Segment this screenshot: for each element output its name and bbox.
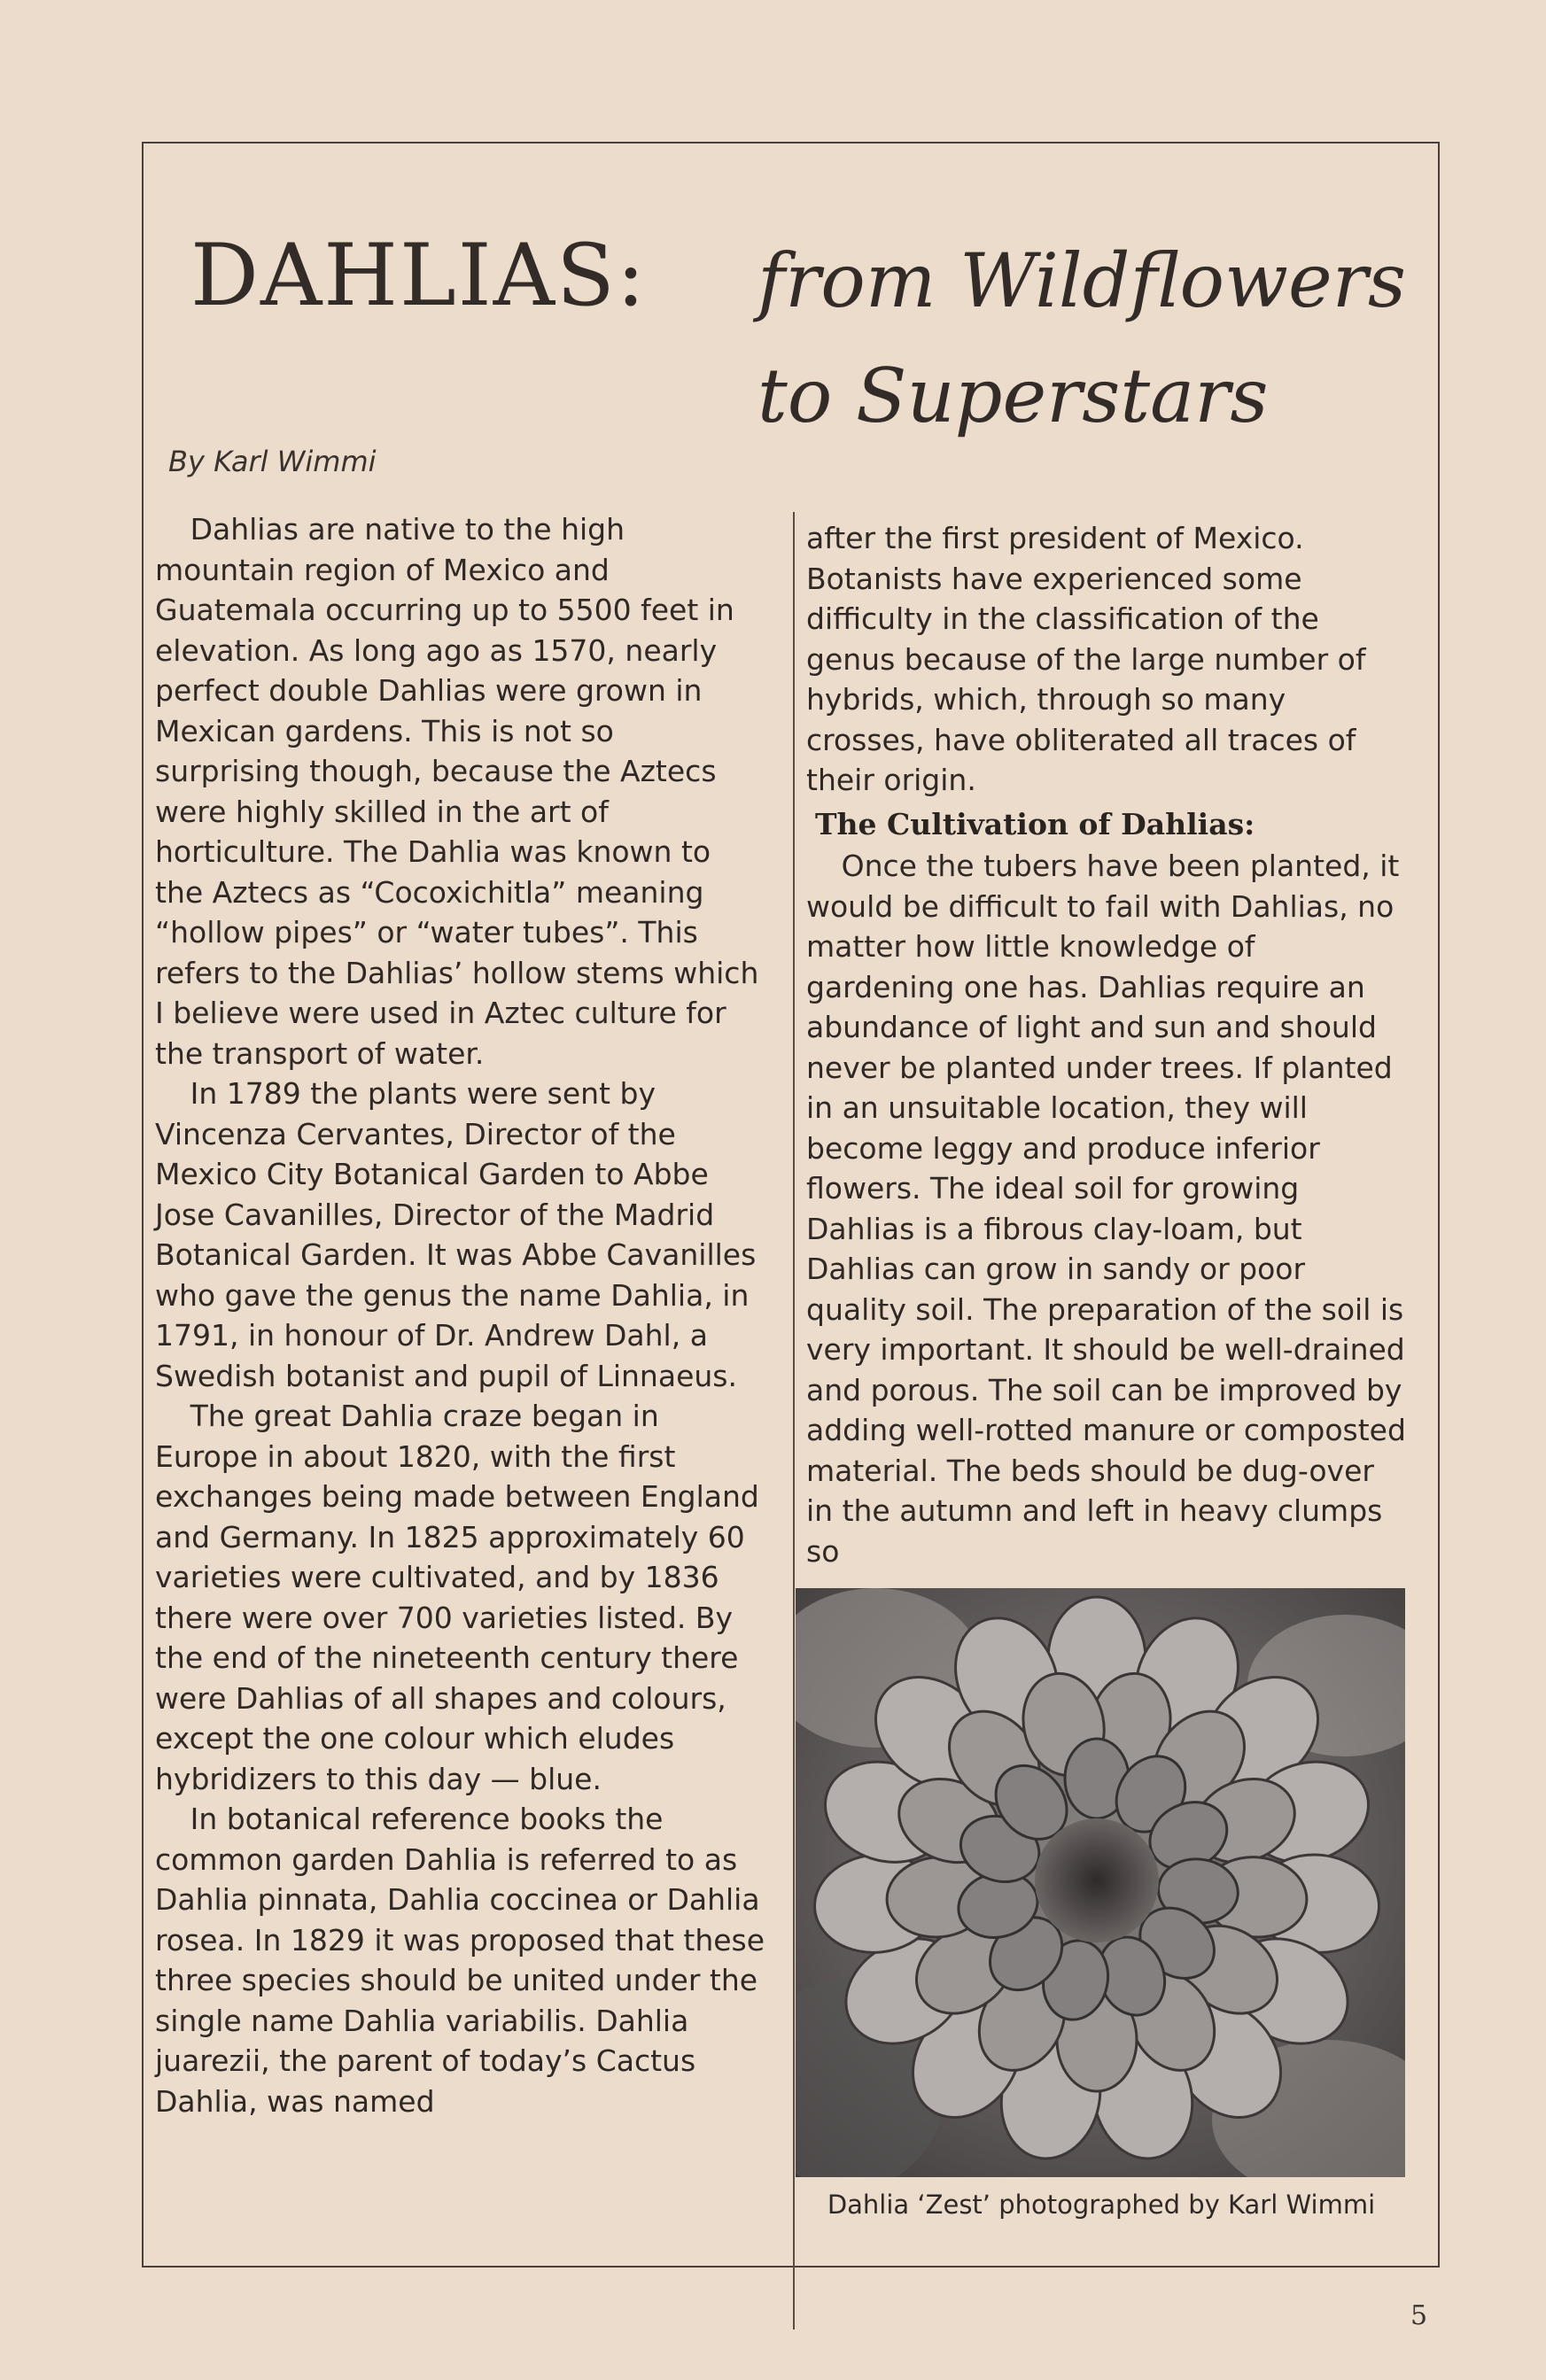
left-column: [155, 509, 766, 2121]
section-heading: The Cultivation of Dahlias:: [815, 806, 1255, 841]
byline: By Karl Wimmi: [168, 445, 377, 478]
paragraph: In 1789 the plants were sent by Vincenza Cervantes, Director of the Mexico City Botanical Garden to Abbe Jose Cavanilles, Director of the Madrid Botanical Garden. It was Abbe Cavanilles who gave the genus the name Dahlia, in 1791, in honour of Dr. Andrew Dahl, a Swedish botanist and pupil of Linnaeus.: [155, 1076, 757, 1393]
page-number: 5: [1410, 2300, 1428, 2331]
dahlia-flower-image: [796, 1588, 1405, 2177]
column-divider: [793, 512, 795, 2330]
title-main: DAHLIAS:: [190, 226, 648, 325]
paragraph: Dahlias are native to the high mountain region of Mexico and Guatemala occurring up to 5500 feet in elevation. As long ago as 1570, nearly perfect double Dahlias were grown in Mexican gardens. This is not so surprising though, because the Aztecs were highly skilled in the art of horticulture. The Dahlia was known to the Aztecs as “Cocoxichitla” meaning “hollow pipes” or “water tubes”. This refers to the Dahlias’ hollow stems which I believe were used in Aztec culture for the transport of water.: [155, 512, 759, 1071]
paragraph: Once the tubers have been planted, it would be difficult to fail with Dahlias, no matter how little knowledge of gardening one has. Dahlias require an abundance of light and sun and should never be planted under trees. If planted in an unsuitable location, they will become leggy and produce inferior flowers. The ideal soil for growing Dahlias is a fibrous clay-loam, but Dahlias can grow in sandy or poor quality soil. The preparation of the soil is very important. It should be well-drained and porous. The soil can be improved by adding well-rotted manure or composted material. The beds should be dug-over in the autumn and left in heavy clumps so: [806, 849, 1406, 1569]
paragraph: In botanical reference books the common garden Dahlia is referred to as Dahlia pinnata, Dahlia coccinea or Dahlia rosea. In 1829 it was proposed that these three species should be united under the single name Dahlia variabilis. Dahlia juarezii, the parent of today’s Cactus Dahlia, was named: [155, 1802, 765, 2119]
title-subtitle-line2: to Superstars: [757, 353, 1269, 439]
right-column: [806, 518, 1409, 1571]
title-subtitle-line1: from Wildflowers: [757, 237, 1407, 324]
paragraph: after the first president of Mexico. Botanists have experienced some difficulty in the classification of the genus because of the large number of hybrids, which, through so many crosses, have obliterated all traces of their origin.: [806, 521, 1366, 797]
paragraph: The great Dahlia craze began in Europe in about 1820, with the first exchanges being made between England and Germany. In 1825 approximately 60 varieties were cultivated, and by 1836 there were over 700 varieties listed. By the end of the nineteenth century there were Dahlias of all shapes and colours, except the one colour which eludes hybridizers to this day — blue.: [155, 1399, 759, 1796]
photo-caption: Dahlia ‘Zest’ photographed by Karl Wimmi: [827, 2190, 1376, 2220]
dahlia-photo: [796, 1588, 1405, 2177]
